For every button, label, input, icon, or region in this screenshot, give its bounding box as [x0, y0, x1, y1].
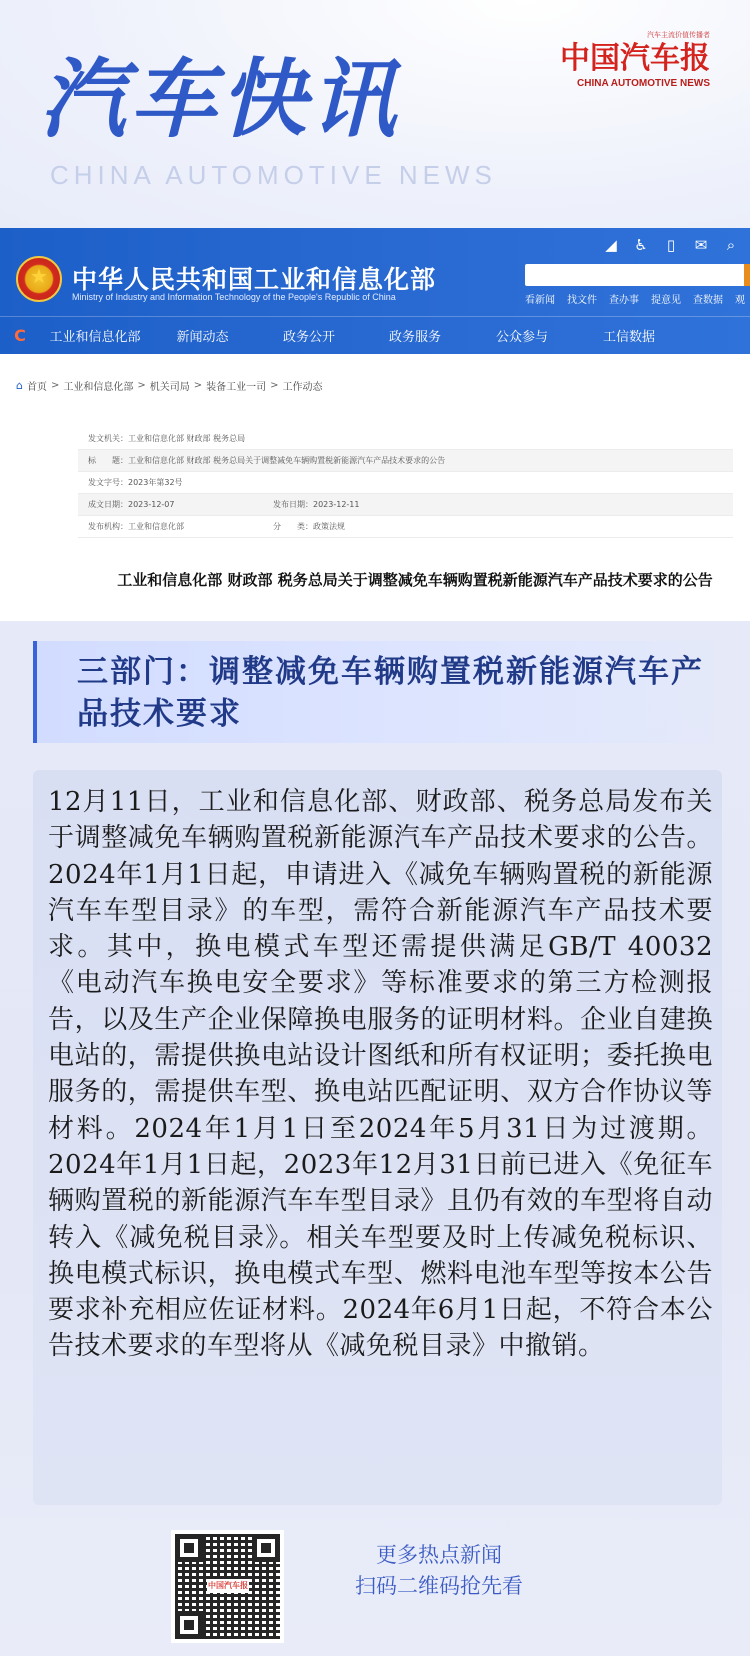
article-card — [33, 770, 722, 1505]
ministry-header — [0, 228, 750, 354]
ministry-name: 中华人民共和国工业和信息化部 — [72, 265, 437, 294]
breadcrumb-item[interactable]: 首页 — [26, 382, 47, 393]
nav-home-icon[interactable]: C — [14, 326, 26, 345]
meta-publisher: 发布机构：工业和信息化部 — [88, 522, 184, 531]
brand-logo — [560, 30, 710, 89]
breadcrumb-separator: > — [50, 380, 60, 391]
quick-link[interactable]: 看新闻 — [525, 295, 555, 306]
meta-issuer: 发文机关：工业和信息化部 财政部 税务总局 — [88, 434, 246, 443]
search-icon[interactable]: ⌕ — [726, 236, 736, 254]
breadcrumb — [16, 378, 323, 393]
breadcrumb-separator: > — [193, 380, 203, 391]
promo-line-2: 扫码二维码抢先看 — [355, 1574, 523, 1598]
promo-line-1: 更多热点新闻 — [376, 1543, 502, 1567]
quick-links — [525, 291, 745, 306]
nav-item[interactable]: 工信数据 — [602, 330, 655, 345]
headline: 三部门：调整减免车辆购置税新能源汽车产品技术要求 — [77, 654, 704, 732]
quick-link[interactable]: 提意见 — [651, 295, 681, 306]
breadcrumb-item[interactable]: 工作动态 — [282, 382, 323, 393]
qr-finder — [175, 1611, 203, 1639]
footer-promo — [355, 1540, 523, 1602]
brand-name: 中国汽车报 — [560, 41, 710, 76]
meta-row — [78, 450, 733, 472]
mail-icon[interactable]: ✉ — [694, 236, 708, 254]
ministry-name-en: Ministry of Industry and Information Technology of the People's Republic of China — [72, 292, 396, 302]
nav-item[interactable]: 新闻动态 — [176, 330, 229, 345]
qr-code[interactable] — [171, 1530, 284, 1643]
meta-doc-no: 发文字号：2023年第32号 — [88, 478, 183, 487]
national-emblem-icon — [16, 256, 62, 302]
utility-icons — [602, 236, 740, 254]
document-title: 工业和信息化部 财政部 税务总局关于调整减免车辆购置税新能源汽车产品技术要求的公告 — [117, 571, 713, 589]
article-body: 12月11日，工业和信息化部、财政部、税务总局发布关于调整减免车辆购置税新能源汽车产品技术要求的公告。2024年1月1日起，申请进入《减免车辆购置税的新能源汽车车型目录》的车型，需符合新能源汽车产品技术要求。其中，换电模式车型还需提供满足GB/T 40032《电动汽车换电安全要求》等标准要求的第三方检测报告，以及生产企业保障换电服务的证明材料。企业自建换电站的，需提供换电站设计图纸和所有权证明；委托换电服务的，需提供车型、换电站匹配证明、双方合作协议等材料。2024年1月1日至2024年5月31日为过渡期。2024年1月1日起，2023年12月31日前已进入《免征车辆购置税的新能源汽车车型目录》且仍有效的车型将自动转入《减免税目录》。相关车型要及时上传减免税标识、换电模式标识，换电模式车型、燃料电池车型等按本公告要求补充相应佐证材料。2024年6月1日起，不符合本公告技术要求的车型将从《减免税目录》中撤销。 — [48, 787, 713, 1362]
meta-date-published: 发布日期：2023-12-11 — [273, 500, 360, 509]
meta-title: 标 题：工业和信息化部 财政部 税务总局关于调整减免车辆购置税新能源汽车产品技术要求的公告 — [88, 456, 446, 465]
breadcrumb-separator: > — [270, 380, 279, 391]
page-header — [0, 0, 750, 228]
ministry-website-screenshot — [0, 228, 750, 621]
breadcrumb-item[interactable]: 工业和信息化部 — [63, 382, 134, 393]
breadcrumb-item[interactable]: 机关司局 — [149, 382, 190, 393]
qr-pattern — [175, 1534, 280, 1639]
header-subtitle: CHINA AUTOMOTIVE NEWS — [50, 160, 497, 190]
headline-banner — [33, 641, 713, 743]
quick-link[interactable]: 找文件 — [567, 295, 597, 306]
quick-link[interactable]: 观 — [735, 295, 745, 306]
brand-tagline: 汽车主流价值传播者 — [647, 31, 710, 39]
nav-item[interactable]: 政务服务 — [388, 330, 441, 345]
meta-row — [78, 494, 733, 516]
nav-item[interactable]: 政务公开 — [282, 330, 335, 345]
meta-category: 分 类：政策法规 — [273, 522, 345, 531]
qr-finder — [175, 1534, 203, 1562]
meta-date-created: 成文日期：2023-12-07 — [88, 500, 175, 509]
wechat-icon[interactable]: ◢ — [605, 236, 617, 254]
accessibility-icon[interactable]: ♿ — [634, 236, 648, 254]
header-title: 汽车快讯 — [40, 50, 400, 150]
breadcrumb-item[interactable]: 装备工业一司 — [206, 382, 267, 393]
brand-english: CHINA AUTOMOTIVE NEWS — [577, 78, 710, 89]
quick-link[interactable]: 查数据 — [693, 295, 723, 306]
search-input[interactable] — [525, 264, 750, 286]
meta-row — [78, 516, 733, 538]
meta-row — [78, 428, 733, 450]
qr-logo: 中国汽车报 — [207, 1579, 249, 1593]
quick-link[interactable]: 查办事 — [609, 295, 639, 306]
nav-item[interactable]: 工业和信息化部 — [49, 330, 141, 345]
main-nav — [0, 316, 750, 354]
nav-item[interactable]: 公众参与 — [495, 330, 548, 345]
document-metadata — [78, 428, 733, 538]
home-icon[interactable]: ⌂ — [16, 379, 23, 392]
meta-row — [78, 472, 733, 494]
mobile-icon[interactable]: ▯ — [666, 236, 676, 254]
breadcrumb-separator: > — [137, 380, 146, 391]
qr-finder — [252, 1534, 280, 1562]
